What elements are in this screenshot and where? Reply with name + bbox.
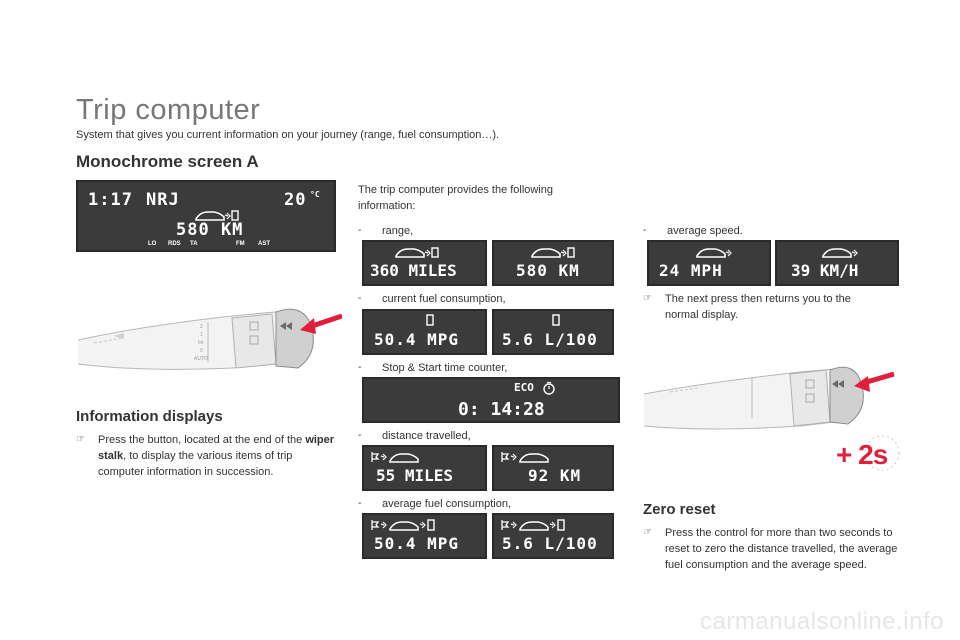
car-icon bbox=[821, 246, 861, 260]
fuel-pump-icon bbox=[552, 314, 562, 326]
status-label: AST bbox=[258, 241, 270, 247]
eco-label: ECO bbox=[514, 381, 534, 394]
page-subtitle: System that gives you current information on your journey (range, fuel consumption…). bbox=[76, 129, 500, 141]
status-label: FM bbox=[236, 241, 245, 247]
info-text-bold: wiper stalk bbox=[98, 434, 335, 462]
hold-two-seconds-badge bbox=[836, 433, 906, 483]
zero-reset-instruction bbox=[643, 525, 903, 573]
next-press-note bbox=[643, 291, 863, 323]
finger-pointer-icon: ☞ bbox=[643, 293, 652, 304]
info-instruction-text bbox=[98, 432, 336, 480]
stalk-marking: 0 bbox=[200, 348, 203, 354]
info-text-part: Press the button, located at the end of the bbox=[98, 434, 306, 446]
temperature-readout: 20 bbox=[284, 190, 307, 210]
status-label: LO bbox=[148, 241, 157, 247]
next-press-text: The next press then returns you to the normal display. bbox=[665, 293, 851, 321]
info-text-part: , to display the various items of trip computer information in succession. bbox=[98, 450, 293, 478]
current-consumption-value-l100: 5.6 L/100 bbox=[502, 330, 598, 349]
zero-reset-text: Press the control for more than two seconds to reset to zero the distance travelled, the average fuel consumption and the average speed. bbox=[665, 527, 898, 571]
stop-start-display bbox=[362, 377, 620, 423]
average-consumption-value-mpg: 50.4 MPG bbox=[374, 534, 460, 553]
trip-car-fuel-icon bbox=[370, 518, 446, 532]
average-consumption-display-l100 bbox=[492, 513, 614, 559]
fuel-pump-icon bbox=[426, 314, 436, 326]
trip-car-icon bbox=[500, 450, 560, 464]
temperature-unit: °C bbox=[310, 190, 320, 199]
intro-text: The trip computer provides the following information: bbox=[358, 184, 554, 212]
status-label: TA bbox=[190, 241, 198, 247]
wiper-stalk-illustration bbox=[72, 288, 342, 398]
radio-station-readout: NRJ bbox=[146, 190, 180, 210]
item-range-label: - range, bbox=[358, 225, 414, 237]
range-value-km: 580 KM bbox=[516, 261, 580, 280]
current-consumption-value-mpg: 50.4 MPG bbox=[374, 330, 460, 349]
item-average-speed-label: - average speed. bbox=[643, 225, 743, 237]
range-display-miles bbox=[362, 240, 487, 286]
section-heading-zero-reset: Zero reset bbox=[643, 501, 716, 518]
stalk-marking: 2 bbox=[200, 324, 203, 330]
watermark: carmanualsonline.info bbox=[700, 608, 944, 635]
display-status-labels bbox=[148, 241, 334, 251]
car-fuel-icon bbox=[394, 246, 440, 260]
average-speed-value-kmh: 39 KM/H bbox=[791, 261, 859, 280]
distance-display-miles bbox=[362, 445, 487, 491]
item-stop-start-label: - Stop & Start time counter, bbox=[358, 362, 508, 374]
range-value-miles: 360 MILES bbox=[370, 261, 457, 280]
average-consumption-display-mpg bbox=[362, 513, 487, 559]
item-distance-label: - distance travelled, bbox=[358, 430, 471, 442]
item-label-text: average fuel consumption, bbox=[382, 498, 512, 510]
average-consumption-value-l100: 5.6 L/100 bbox=[502, 534, 598, 553]
main-display bbox=[76, 180, 336, 252]
item-label-text: average speed. bbox=[667, 225, 743, 237]
distance-value-miles: 55 MILES bbox=[376, 466, 454, 485]
item-average-consumption-label: - average fuel consumption, bbox=[358, 498, 512, 510]
page-title: Trip computer bbox=[76, 94, 261, 126]
range-display-km bbox=[492, 240, 614, 286]
stop-start-value: 0: 14:28 bbox=[458, 399, 545, 420]
item-label-text: current fuel consumption, bbox=[382, 293, 506, 305]
range-readout: 580 KM bbox=[176, 220, 244, 240]
distance-display-km bbox=[492, 445, 614, 491]
stopwatch-icon bbox=[542, 381, 556, 395]
distance-value-km: 92 KM bbox=[528, 466, 582, 485]
item-label-text: distance travelled, bbox=[382, 430, 471, 442]
wiper-stalk-illustration-right bbox=[640, 356, 900, 436]
section-heading-monochrome: Monochrome screen A bbox=[76, 152, 259, 171]
average-speed-value-mph: 24 MPH bbox=[659, 261, 723, 280]
current-consumption-display-l100 bbox=[492, 309, 614, 355]
average-speed-display-mph bbox=[647, 240, 771, 286]
item-label-text: Stop & Start time counter, bbox=[382, 362, 508, 374]
item-label-text: range, bbox=[382, 225, 414, 237]
status-label: RDS bbox=[168, 241, 181, 247]
stalk-marking: 1 bbox=[200, 332, 203, 338]
finger-pointer-icon: ☞ bbox=[643, 527, 652, 538]
item-current-consumption-label: - current fuel consumption, bbox=[358, 293, 506, 305]
car-fuel-icon bbox=[530, 246, 576, 260]
average-speed-display-kmh bbox=[775, 240, 899, 286]
trip-car-fuel-icon bbox=[500, 518, 576, 532]
current-consumption-display-mpg bbox=[362, 309, 487, 355]
stalk-marking: AUTO bbox=[194, 356, 208, 362]
trip-car-icon bbox=[370, 450, 430, 464]
info-instruction bbox=[76, 432, 336, 480]
finger-pointer-icon: ☞ bbox=[76, 434, 85, 445]
hold-label: + 2s bbox=[836, 439, 888, 470]
section-heading-information-displays: Information displays bbox=[76, 408, 223, 425]
car-icon bbox=[695, 246, 735, 260]
clock-readout: 1:17 bbox=[88, 190, 133, 210]
stalk-marking: Int bbox=[198, 340, 204, 346]
